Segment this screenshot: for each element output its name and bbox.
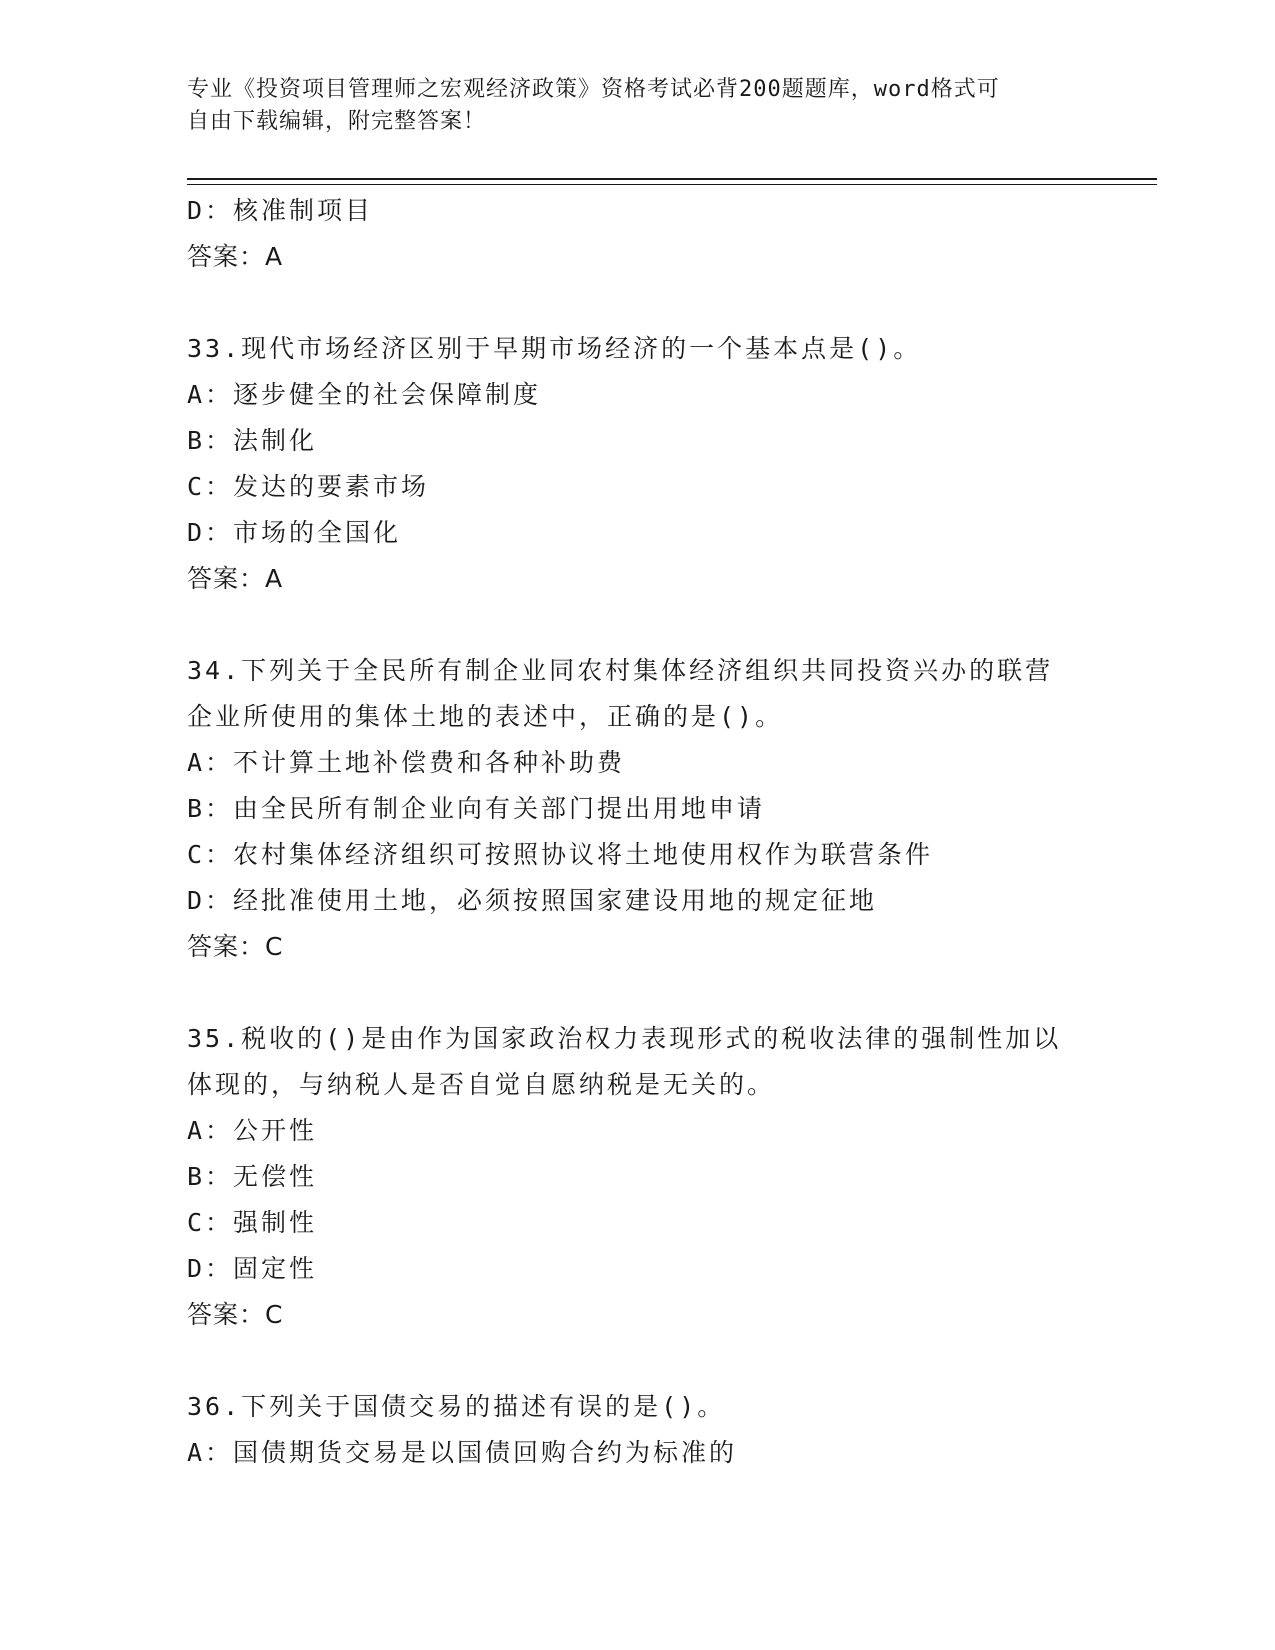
question-stem: 35.税收的()是由作为国家政治权力表现形式的税收法律的强制性加以 [187, 1024, 1062, 1053]
answer-line: 答案：C [187, 932, 284, 961]
option-b: B：无偿性 [187, 1162, 318, 1191]
header-divider-thin [187, 184, 1157, 185]
question-stem-continued: 企业所使用的集体土地的表述中，正确的是()。 [187, 702, 784, 731]
option-d: D：市场的全国化 [187, 518, 402, 547]
question-stem: 34.下列关于全民所有制企业同农村集体经济组织共同投资兴办的联营 [187, 656, 1054, 685]
question-stem: 36.下列关于国债交易的描述有误的是()。 [187, 1392, 726, 1421]
option-d: D：经批准使用土地，必须按照国家建设用地的规定征地 [187, 886, 878, 915]
option-a: A：公开性 [187, 1116, 318, 1145]
option-c: C：强制性 [187, 1208, 318, 1237]
question-34 [187, 648, 1087, 970]
answer-line: 答案：A [187, 242, 284, 271]
question-36 [187, 1384, 1087, 1476]
option-d: D：固定性 [187, 1254, 318, 1283]
question-stem-continued: 体现的，与纳税人是否自觉自愿纳税是无关的。 [187, 1070, 776, 1099]
header-divider [187, 178, 1157, 180]
answer-line: 答案：A [187, 564, 284, 593]
header-line-1: 专业《投资项目管理师之宏观经济政策》资格考试必背200题题库，word格式可 [187, 77, 1000, 102]
header-line-2: 自由下载编辑，附完整答案！ [187, 109, 487, 134]
option-d: D：核准制项目 [187, 196, 374, 225]
question-list [187, 188, 1087, 1476]
answer-line: 答案：C [187, 1300, 284, 1329]
option-c: C：发达的要素市场 [187, 472, 430, 501]
option-c: C：农村集体经济组织可按照协议将土地使用权作为联营条件 [187, 840, 934, 869]
question-35 [187, 1016, 1087, 1338]
option-b: B：法制化 [187, 426, 318, 455]
option-a: A：逐步健全的社会保障制度 [187, 380, 542, 409]
question-stem: 33.现代市场经济区别于早期市场经济的一个基本点是()。 [187, 334, 922, 363]
option-a: A：不计算土地补偿费和各种补助费 [187, 748, 626, 777]
option-b: B：由全民所有制企业向有关部门提出用地申请 [187, 794, 766, 823]
document-header [187, 74, 1087, 138]
option-a: A：国债期货交易是以国债回购合约为标准的 [187, 1438, 738, 1467]
question-33 [187, 326, 1087, 602]
